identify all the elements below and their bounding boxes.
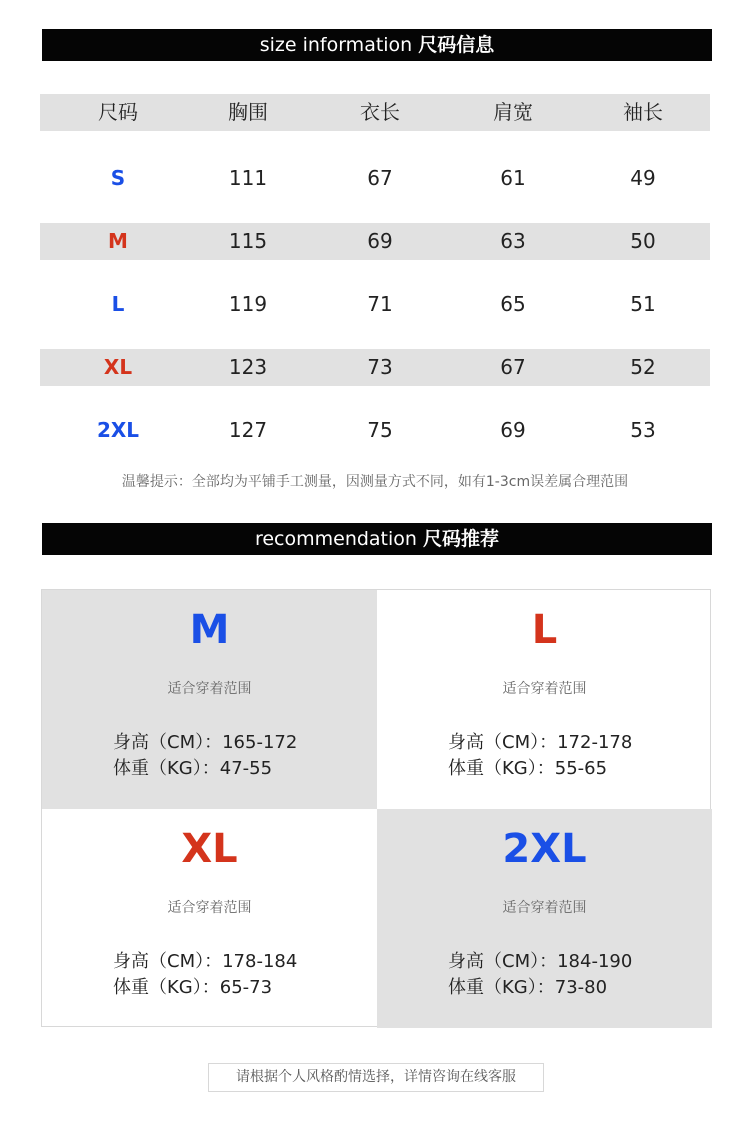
row-length: 67	[367, 166, 393, 190]
size-information-banner	[42, 29, 712, 61]
size-information-title-cn: 尺码信息	[418, 34, 495, 56]
card-height-range: 身高（CM）：172-178	[448, 732, 633, 753]
card-size: L	[531, 607, 558, 653]
row-length: 73	[367, 355, 393, 379]
header-size: 尺码	[98, 100, 138, 124]
row-size-2xl: 2XL	[96, 418, 140, 442]
card-size: XL	[181, 826, 238, 872]
recommendation-title-cn: 尺码推荐	[423, 528, 500, 550]
row-shoulder: 65	[500, 292, 526, 316]
table-row	[40, 412, 710, 449]
card-size: M	[189, 607, 230, 653]
table-header-row	[40, 94, 710, 131]
recommendation-banner	[42, 523, 712, 555]
row-chest: 111	[228, 166, 268, 190]
card-weight-range: 体重（KG）：65-73	[113, 977, 273, 998]
row-length: 71	[367, 292, 393, 316]
table-row	[40, 349, 710, 386]
row-size-l: L	[111, 292, 125, 316]
card-weight-range: 体重（KG）：47-55	[113, 758, 273, 779]
row-shoulder: 69	[500, 418, 526, 442]
customer-service-note: 请根据个人风格酌情选择，详情咨询在线客服	[208, 1063, 544, 1092]
row-chest: 123	[228, 355, 268, 379]
row-shoulder: 67	[500, 355, 526, 379]
table-row	[40, 223, 710, 260]
recommendation-title-en: recommendation	[254, 528, 417, 550]
recommendation-card-2xl	[377, 809, 712, 1028]
size-table	[40, 94, 710, 449]
row-shoulder: 63	[500, 229, 526, 253]
card-weight-range: 体重（KG）：73-80	[448, 977, 608, 998]
card-height-range: 身高（CM）：178-184	[113, 951, 298, 972]
row-sleeve: 53	[630, 418, 656, 442]
table-row	[40, 160, 710, 197]
card-weight-range: 体重（KG）：55-65	[448, 758, 608, 779]
row-sleeve: 51	[630, 292, 656, 316]
card-subtitle: 适合穿着范围	[502, 681, 587, 697]
row-chest: 115	[228, 229, 268, 253]
card-size: 2XL	[502, 826, 587, 872]
measurement-note: 温馨提示：全部均为平铺手工测量，因测量方式不同，如有1-3cm误差属合理范围	[121, 474, 629, 490]
card-subtitle: 适合穿着范围	[502, 900, 587, 916]
header-sleeve: 袖长	[623, 100, 663, 124]
row-size-s: S	[110, 166, 126, 190]
row-chest: 119	[228, 292, 268, 316]
table-row	[40, 286, 710, 323]
card-height-range: 身高（CM）：165-172	[113, 732, 298, 753]
header-chest: 胸围	[228, 100, 268, 124]
recommendation-grid	[41, 589, 711, 1027]
recommendation-card-m	[42, 590, 377, 809]
row-chest: 127	[228, 418, 268, 442]
header-length: 衣长	[360, 100, 400, 124]
row-size-m: M	[108, 229, 128, 253]
recommendation-card-xl	[42, 809, 377, 1028]
row-size-xl: XL	[103, 355, 133, 379]
header-shoulder: 肩宽	[493, 100, 533, 124]
size-information-title-en: size information	[259, 34, 413, 56]
card-subtitle: 适合穿着范围	[167, 900, 252, 916]
card-subtitle: 适合穿着范围	[167, 681, 252, 697]
row-sleeve: 52	[630, 355, 656, 379]
row-sleeve: 49	[630, 166, 656, 190]
card-height-range: 身高（CM）：184-190	[448, 951, 633, 972]
row-length: 69	[367, 229, 393, 253]
row-shoulder: 61	[500, 166, 526, 190]
recommendation-card-l	[377, 590, 712, 809]
row-sleeve: 50	[630, 229, 656, 253]
row-length: 75	[367, 418, 393, 442]
